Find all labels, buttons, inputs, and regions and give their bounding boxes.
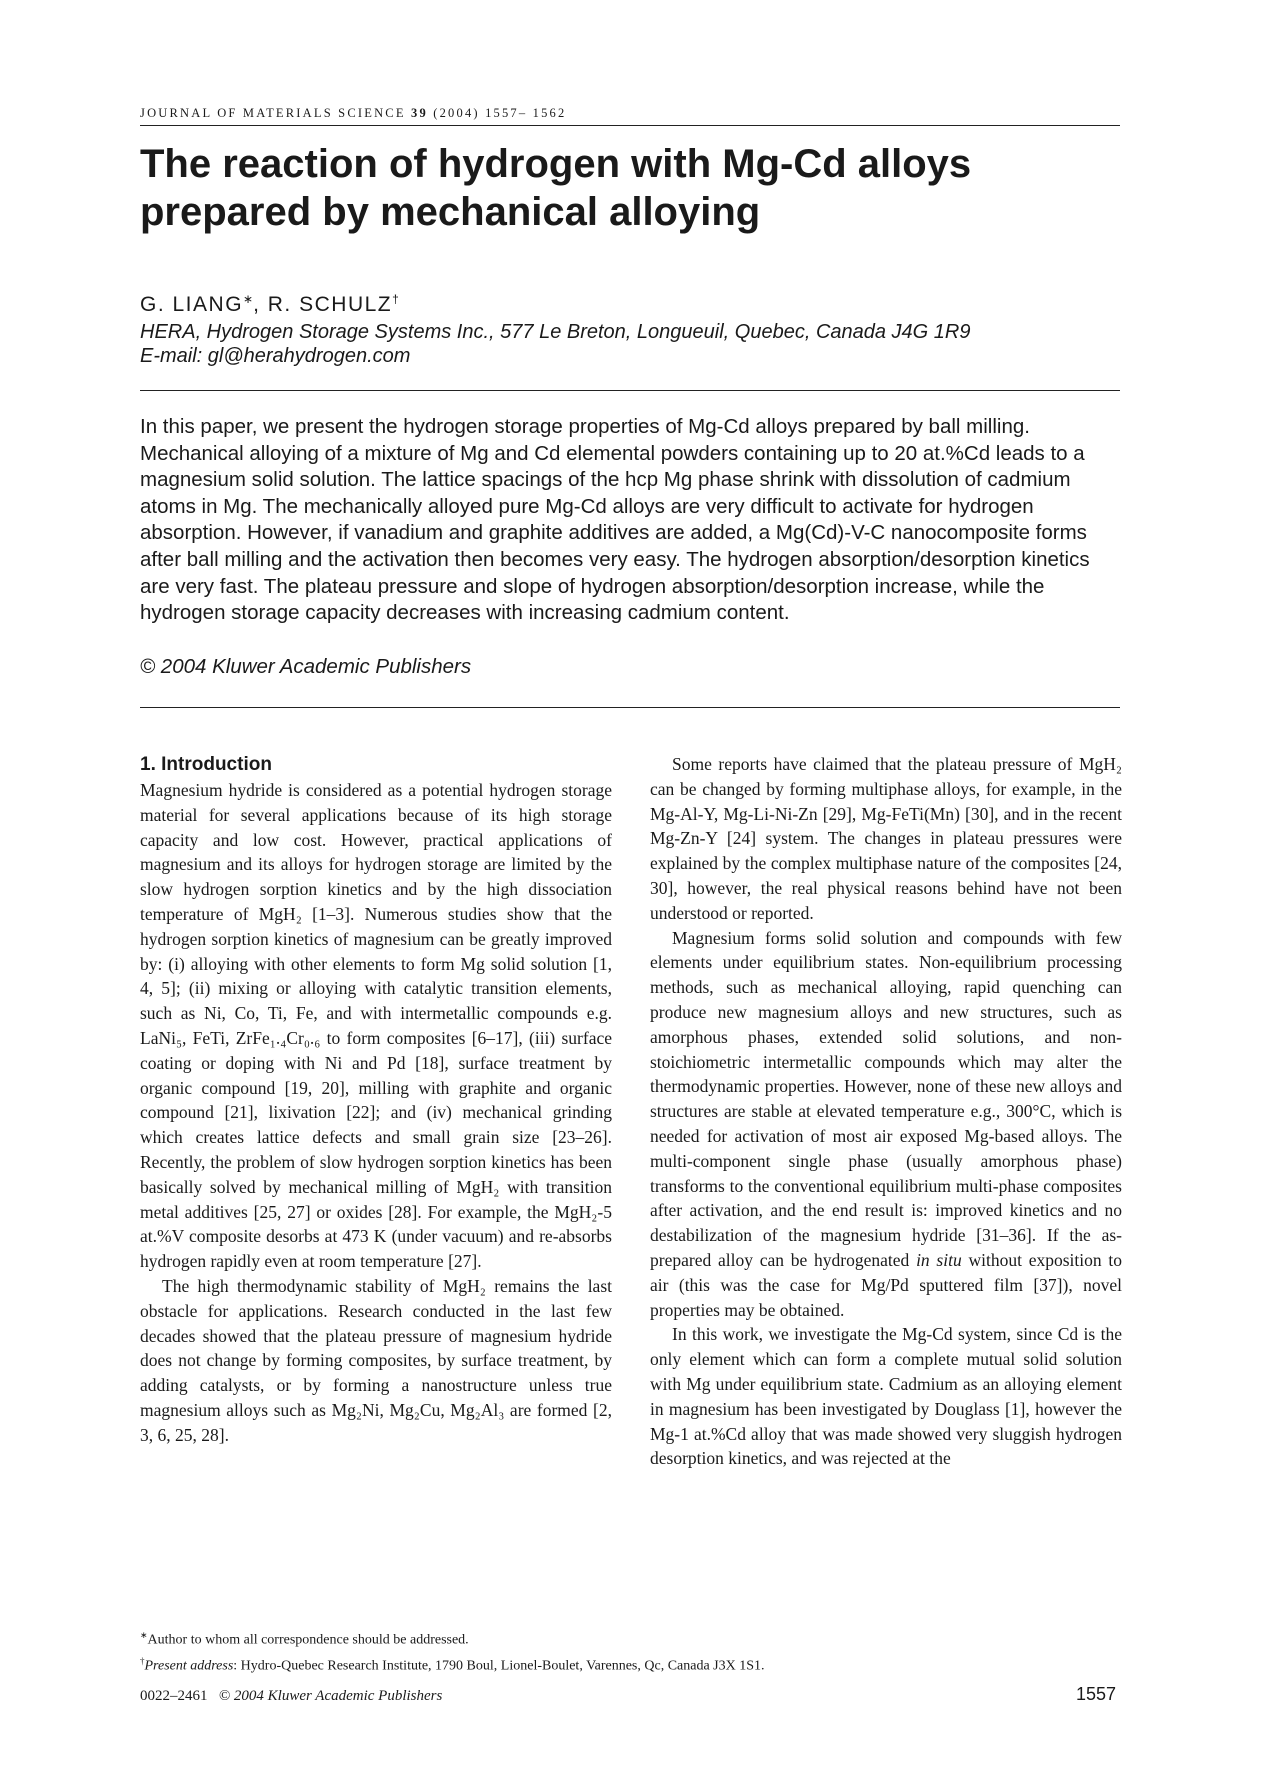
author-schulz: R. SCHULZ: [267, 293, 393, 316]
abstract-text: In this paper, we present the hydrogen storage properties of Mg-Cd alloys prepared by ball milling. Mechanical alloying of a mixture of Mg and Cd elemental powders containing up to 20 at.%Cd leads to a magnesium solid solution. The lattice spacings of the hcp Mg phase shrink with dissolution of cadmium atoms in Mg. The mechanically alloyed pure Mg-Cd alloys are very difficult to activate for hydrogen absorption. However, if vanadium and graphite additives are added, a Mg(Cd)-V-C nanocomposite forms after ball milling and the activation then becomes very easy. The hydrogen absorption/desorption kinetics are very fast. The plateau pressure and slope of hydrogen absorption/desorption increase, while the hydrogen storage capacity decreases with increasing cadmium content.: [140, 415, 1090, 625]
footnote-2-text: : Hydro-Quebec Research Institute, 1790 Boul, Lionel-Boulet, Varennes, Qc, Canada J3X 1S1.: [233, 1658, 765, 1674]
title-line-1: The reaction of hydrogen with Mg-Cd alloys: [140, 142, 972, 186]
right-paragraph-2-rest: without exposition to air (this was the case for Mg/Pd sputtered film [37]), novel properties may be obtained.: [650, 1249, 1123, 1320]
affiliation: HERA, Hydrogen Storage Systems Inc., 577 Le Breton, Longueuil, Quebec, Canada J4G 1R9: [140, 321, 971, 343]
page-number: 1557: [1076, 1684, 1117, 1704]
journal-year-pages: (2004) 1557– 1562: [433, 106, 567, 120]
journal-volume: 39: [411, 106, 428, 120]
footer-publisher: © 2004 Kluwer Academic Publishers: [218, 1688, 443, 1704]
author-liang-mark: ∗: [243, 292, 254, 306]
footnote-2-mark: †: [140, 1655, 145, 1666]
running-head: [140, 106, 1120, 126]
right-paragraph-2-italic: in situ: [916, 1249, 962, 1270]
section-heading-introduction: 1. Introduction: [140, 754, 272, 775]
author-list: [140, 292, 1140, 317]
footnote-2-label: Present address: [144, 1658, 234, 1674]
abstract-copyright: © 2004 Kluwer Academic Publishers: [140, 655, 472, 678]
right-paragraph-2: [650, 926, 1122, 1323]
abstract-top-rule: [140, 390, 1120, 391]
issn: 0022–2461: [140, 1688, 208, 1704]
right-column: [650, 752, 1122, 1471]
author-schulz-mark: †: [392, 292, 399, 306]
intro-paragraph-1: Magnesium hydride is considered as a potential hydrogen storage material for several applications because of its high storage capacity and low cost. However, practical applications of magnesium and its alloys for hydrogen storage are limited by the slow hydrogen sorption kinetics and by the high dissociation temperature of MgH₂ [1–3]. Numerous studies show that the hydrogen sorption kinetics of magnesium can be greatly improved by: (i) alloying with other elements to form Mg solid solution [1, 4, 5]; (ii) mixing or alloying with catalytic transition elements, such as Ni, Co, Ti, Fe, and with intermetallic compounds e.g. LaNi₅, FeTi, ZrFe₁.₄Cr₀.₆ to form composites [6–17], (iii) surface coating or doping with Ni and Pd [18], surface treatment by organic compound [19, 20], milling with graphite and organic compound [21], lixivation [22]; and (iv) mechanical grinding which creates lattice defects and small grain size [23–26]. Recently, the problem of slow hydrogen sorption kinetics has been basically solved by mechanical milling of MgH₂ with transition metal additives [25, 27] or oxides [28]. For example, the MgH₂-5 at.%V composite desorbs at 473 K (under vacuum) and re-absorbs hydrogen rapidly even at room temperature [27].: [140, 780, 612, 1272]
intro-paragraph-2: The high thermodynamic stability of MgH₂ remains the last obstacle for applications. Research conducted in the last few decades showed that the plateau pressure of magnesium hydride does not change by forming composites, by surface treatment, by adding catalysts, or by forming a nanostructure unless true magnesium alloys such as Mg₂Ni, Mg₂Cu, Mg₂Al₃ are formed [2, 3, 6, 25, 28].: [140, 1275, 612, 1445]
right-paragraph-1: Some reports have claimed that the plateau pressure of MgH₂ can be changed by forming multiphase alloys, for example, in the Mg-Al-Y, Mg-Li-Ni-Zn [29], Mg-FeTi(Mn) [30], and in the recent Mg-Zn-Y [24] system. The changes in plateau pressures were explained by the complex multiphase nature of the composites [24, 30], however, the real physical reasons behind have not been understood or reported.: [650, 754, 1122, 923]
footnote-1: [140, 1625, 1120, 1651]
footnote-1-mark: ∗: [140, 1630, 148, 1640]
paper-title: [140, 140, 1140, 236]
abstract-bottom-rule: [140, 707, 1120, 708]
title-line-2: prepared by mechanical alloying: [140, 190, 761, 234]
footnote-2: [140, 1651, 1120, 1677]
left-column: [140, 752, 612, 1448]
author-separator: ,: [253, 293, 268, 316]
footnote-1-text: Author to whom all correspondence should be addressed.: [147, 1632, 469, 1648]
footnotes: [140, 1625, 1120, 1676]
right-paragraph-2-text: Magnesium forms solid solution and compounds with few elements under equilibrium states. Non-equilibrium processing methods, such as mechanical alloying, rapid quenching can produce new magnesium alloys and new structures, such as amorphous phases, extended solid solutions, and non-stoichiometric intermetallic compounds which may alter the thermodynamic properties. However, none of these new alloys and structures are stable at elevated temperature e.g., 300°C, which is needed for activation of most air exposed Mg-based alloys. The multi-component single phase (usually amorphous phase) transforms to the conventional equilibrium multi-phase composites after activation, and the end result is: improved kinetics and no destabilization of the magnesium hydride [31–36]. If the as-prepared alloy can be hydrogenated: [650, 927, 1122, 1270]
journal-name: JOURNAL OF MATERIALS SCIENCE: [140, 106, 406, 120]
email-line[interactable]: E-mail: gl@herahydrogen.com: [140, 345, 411, 367]
right-paragraph-3: In this work, we investigate the Mg-Cd system, since Cd is the only element which can form a complete mutual solid solution with Mg under equilibrium state. Cadmium as an alloying element in magnesium has been investigated by Douglass [1], however the Mg-1 at.%Cd alloy that was made showed very sluggish hydrogen desorption kinetics, and was rejected at the: [650, 1324, 1122, 1469]
author-liang: G. LIANG: [140, 293, 244, 316]
page-footer-left: [140, 1688, 442, 1705]
